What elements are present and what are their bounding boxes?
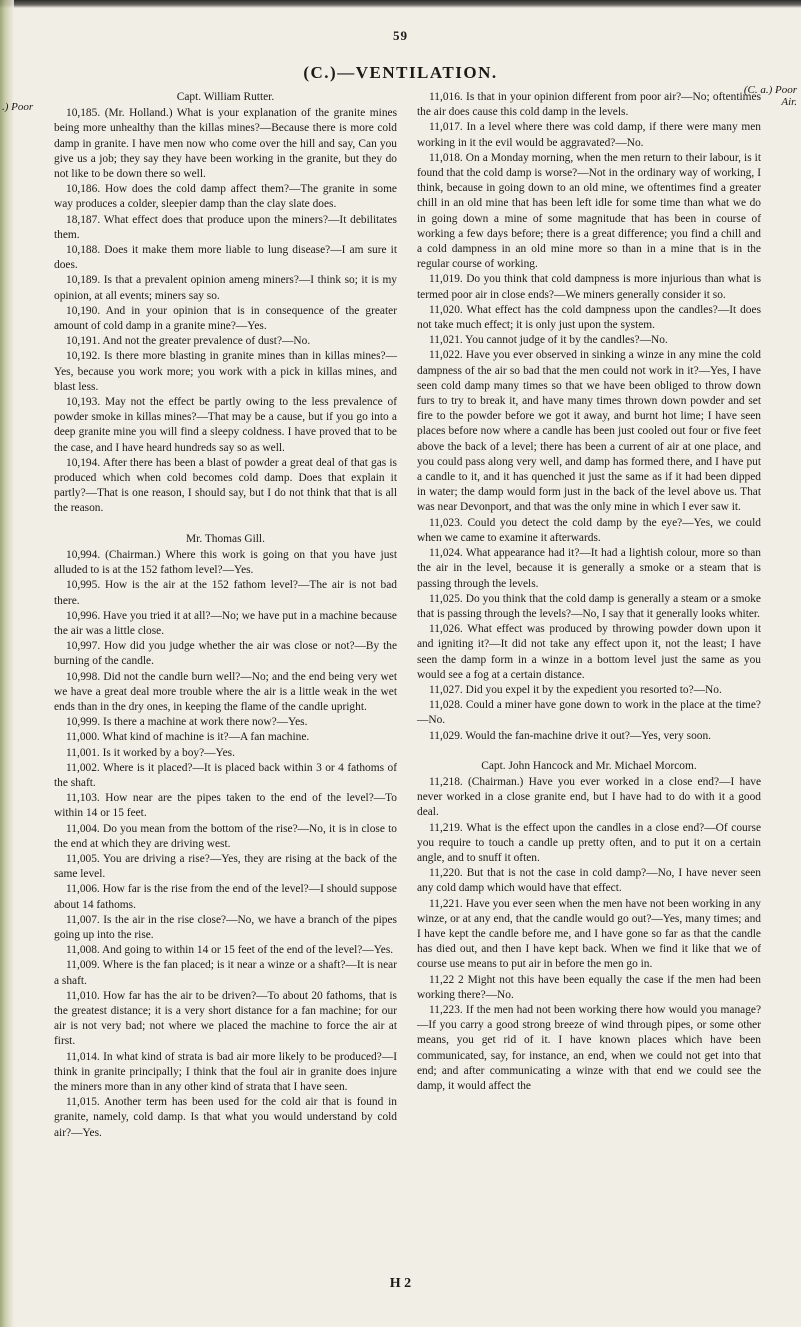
testimony-paragraph: 11,018. On a Monday morning, when the men return to their labour, is it found that the cold damp is worse?—Not in the ordinary way of working, I think, because in going down to an old mine, we oftentimes find a greater chill in an old mine that has been left idle for some time than what we do in going down a mine of some magnitude that has been in course of working a few days before; there is a great difference; you find a chill and a cold dampness in an old mine more so than in a mine that is in the regular course of working.: [417, 151, 761, 271]
testimony-paragraph: 11,017. In a level where there was cold damp, if there were many men working in it the evil would be aggravated?—No.: [417, 121, 761, 149]
page-number: 59: [393, 28, 408, 43]
testimony-paragraph: 11,220. But that is not the case in cold damp?—No, I have never seen any cold damp which would have that effect.: [417, 867, 761, 895]
testimony-paragraph: 10,996. Have you tried it at all?—No; we have put in a machine because the air was a little close.: [54, 609, 397, 637]
testimony-paragraph: 11,016. Is that in your opinion different from poor air?—No; oftentimes the air does cause this cold damp in the levels.: [417, 91, 761, 119]
testimony-paragraph: 10,997. How did you judge whether the air was close or not?—By the burning of the candle.: [54, 640, 397, 668]
testimony-paragraph: 11,021. You cannot judge of it by the candles?—No.: [429, 334, 668, 347]
witness-heading: Capt. John Hancock and Mr. Michael Morcom.: [481, 759, 697, 772]
testimony-paragraph: 10,186. How does the cold damp affect them?—The granite in some way produces a colder, sleepier damp than the clay slate does.: [54, 183, 397, 211]
testimony-paragraph: 11,028. Could a miner have gone down to work in the place at the time?—No.: [417, 699, 761, 727]
testimony-paragraph: 11,001. Is it worked by a boy?—Yes.: [66, 746, 235, 759]
testimony-paragraph: 11,014. In what kind of strata is bad air more likely to be produced?—I think in granite principally; I think that the foul air in granite does injure the miners more than in any other kind of strata that I have seen.: [54, 1050, 397, 1093]
testimony-paragraph: 10,189. Is that a prevalent opinion ameng miners?—I think so; it is my opinion, at all events; miners say so.: [54, 274, 397, 302]
testimony-paragraph: 11,023. Could you detect the cold damp by the eye?—Yes, we could when we came to examine it afterwards.: [417, 516, 761, 544]
testimony-paragraph: 11,009. Where is the fan placed; is it near a winze or a shaft?—It is near a shaft.: [54, 959, 397, 987]
testimony-paragraph: 11,007. Is the air in the rise close?—No, we have a branch of the pipes going up into the rise.: [54, 913, 397, 941]
testimony-paragraph: 11,025. Do you think that the cold damp is generally a steam or a smoke that is passing through the levels?—No, I say that it generally looks whiter.: [417, 592, 761, 620]
scan-edge-left: [0, 0, 14, 1327]
testimony-paragraph: 11,022. Have you ever observed in sinking a winze in any mine the cold dampness of the air so bad that the men could not work in it?—Yes, I have seen cold damp many times so that we have been obliged to throw down furs to try to break it, and have many times thrown down powder and set fire to the powder before we got it away, and burnt hot lime; I have seen places before now where a candle has been just cooled out four or five feet above the back of a level; there has been a current of air at one place, and you could pass along very well, and damp has formed there, and I have put a candle to it, and it has quenched it just the same as if it had been dipped in water; the damp would form just in the back of the level above us. That was near Devonport, and that was the only mine in which I ever saw it.: [417, 349, 761, 514]
scan-edge-top: [0, 0, 801, 8]
testimony-paragraph: 10,998. Did not the candle burn well?—No; and the end being very wet we have a great deal more trouble where the air is a little weak in the wet ends than in the dry ones, in keeping the flame of the candle upright.: [54, 670, 397, 713]
testimony-paragraph: 10,994. (Chairman.) Where this work is going on that you have just alluded to is at the 152 fathom level?—Yes.: [54, 548, 397, 577]
testimony-paragraph: 11,027. Did you expel it by the expedient you resorted to?—No.: [429, 683, 722, 696]
witness-heading: Capt. William Rutter.: [176, 91, 275, 103]
testimony-paragraph: 10,191. And not the greater prevalence of dust?—No.: [66, 335, 311, 348]
testimony-paragraph: 11,218. (Chairman.) Have you ever worked in a close end?—I have never worked in a close granite end, but I have had to do with it a good deal.: [417, 775, 761, 819]
testimony-paragraph: 10,995. How is the air at the 152 fathom level?—The air is not bad there.: [54, 579, 397, 607]
testimony-paragraph: 11,223. If the men had not been working there how would you manage?—If you carry a good strong breeze of wind through pipes, or some other means, you get rid of it. I have known places which have been communicated, say, for instance, an end, when we could not get into that end; and after communicating a winze with that end we could see the damp, it would affect the: [417, 1003, 761, 1092]
signature-mark: H 2: [389, 1276, 412, 1291]
testimony-paragraph: 10,190. And in your opinion that is in consequence of the greater amount of cold damp in a granite mine?—Yes.: [54, 304, 397, 333]
testimony-paragraph: 11,024. What appearance had it?—It had a lightish colour, more so than the air in the level, because it is generally a smoke or a steam that is passing through the levels.: [417, 547, 761, 590]
testimony-paragraph: 11,22 2 Might not this have been equally the case if the men had been working there?—No.: [417, 973, 761, 1001]
testimony-paragraph: 10,192. Is there more blasting in granite mines than in killas mines?—Yes, because you work more; you work with a pick in killas mines, and blast less.: [54, 350, 397, 393]
testimony-paragraph: 18,187. What effect does that produce upon the miners?—It debilitates them.: [54, 213, 397, 241]
testimony-paragraph: 11,026. What effect was produced by throwing powder down upon it and igniting it?—It did not take any effect upon it, not the least; I have seen the damp form in a winze in a bottom level just the same as you would see a fog at a certain distance.: [417, 623, 761, 681]
margin-note-left: .) Poor: [2, 101, 34, 113]
witness-heading: Mr. Thomas Gill.: [186, 532, 265, 545]
testimony-paragraph: 11,002. Where is it placed?—It is placed back within 3 or 4 fathoms of the shaft.: [54, 761, 397, 789]
testimony-paragraph: 11,029. Would the fan-machine drive it out?—Yes, very soon.: [429, 729, 712, 742]
testimony-paragraph: 10,194. After there has been a blast of powder a great deal of that gas is produced which when cold becomes cold damp. Does that explain it partly?—That is one reason, I should say, but I do not think that that is all the reason.: [54, 456, 397, 515]
left-column: [54, 90, 397, 1141]
testimony-paragraph: 11,010. How far has the air to be driven?—To about 20 fathoms, that is the greatest distance; it is a very short distance for a fan machine; for our air is not very bad; not where we placed the machine to force the air at first.: [54, 989, 397, 1048]
testimony-paragraph: 11,006. How far is the rise from the end of the level?—I should suppose about 14 fathoms.: [54, 883, 397, 911]
margin-note-right: (C. a.) Poor Air.: [743, 84, 797, 108]
testimony-paragraph: 11,005. You are driving a rise?—Yes, they are rising at the back of the same level.: [54, 852, 397, 881]
right-column: [417, 90, 761, 1094]
testimony-paragraph: 11,019. Do you think that cold dampness is more injurious than what is termed poor air in close ends?—We miners generally consider it so.: [417, 273, 761, 301]
testimony-paragraph: 11,020. What effect has the cold dampness upon the candles?—It does not take much effect; it is only just upon the system.: [417, 303, 761, 332]
testimony-paragraph: 11,008. And going to within 14 or 15 feet of the end of the level?—Yes.: [66, 944, 394, 957]
testimony-paragraph: 11,103. How near are the pipes taken to the end of the level?—To within 14 or 15 feet.: [54, 792, 397, 820]
testimony-paragraph: 10,185. (Mr. Holland.) What is your explanation of the granite mines being more unhealthy than the killas mines?—Because there is more cold damp in granite. I have men now who come over the hill and say, Can you give us a job; they say they have been working in the granite, but they do not like to be down there so well.: [54, 107, 397, 181]
testimony-paragraph: 10,999. Is there a machine at work there now?—Yes.: [66, 716, 308, 729]
testimony-paragraph: 11,221. Have you ever seen when the men have not been working in any winze, or at any end, that the candle would go out?—Yes, many times; and I have kept the candle before me, and I have gone so far as that the candle has died out, and then I have kept back. When we find it like that we of course use means to put air in before the men go in.: [417, 897, 761, 971]
testimony-paragraph: 11,004. Do you mean from the bottom of the rise?—No, it is in close to the end at which they are driving west.: [54, 822, 397, 850]
testimony-paragraph: 11,219. What is the effect upon the candles in a close end?—Of course you require to touch a candle up pretty often, and to put it on a certain angle, and to snuff it often.: [417, 821, 761, 864]
testimony-paragraph: 11,015. Another term has been used for the cold air that is found in granite, namely, cold damp. Is that what you would understand by cold air?—Yes.: [54, 1096, 397, 1139]
testimony-paragraph: 11,000. What kind of machine is it?—A fan machine.: [66, 731, 310, 744]
testimony-paragraph: 10,193. May not the effect be partly owing to the less prevalence of powder smoke in killas mines?—That may be a cause, but if you go into a deep granite mine you will find a sleepy coldness. I have proved that to be the case, and I have heard hundreds say so as well.: [54, 396, 397, 454]
section-heading: (C.)—VENTILATION.: [303, 63, 498, 82]
testimony-paragraph: 10,188. Does it make them more liable to lung disease?—I am sure it does.: [54, 244, 397, 272]
